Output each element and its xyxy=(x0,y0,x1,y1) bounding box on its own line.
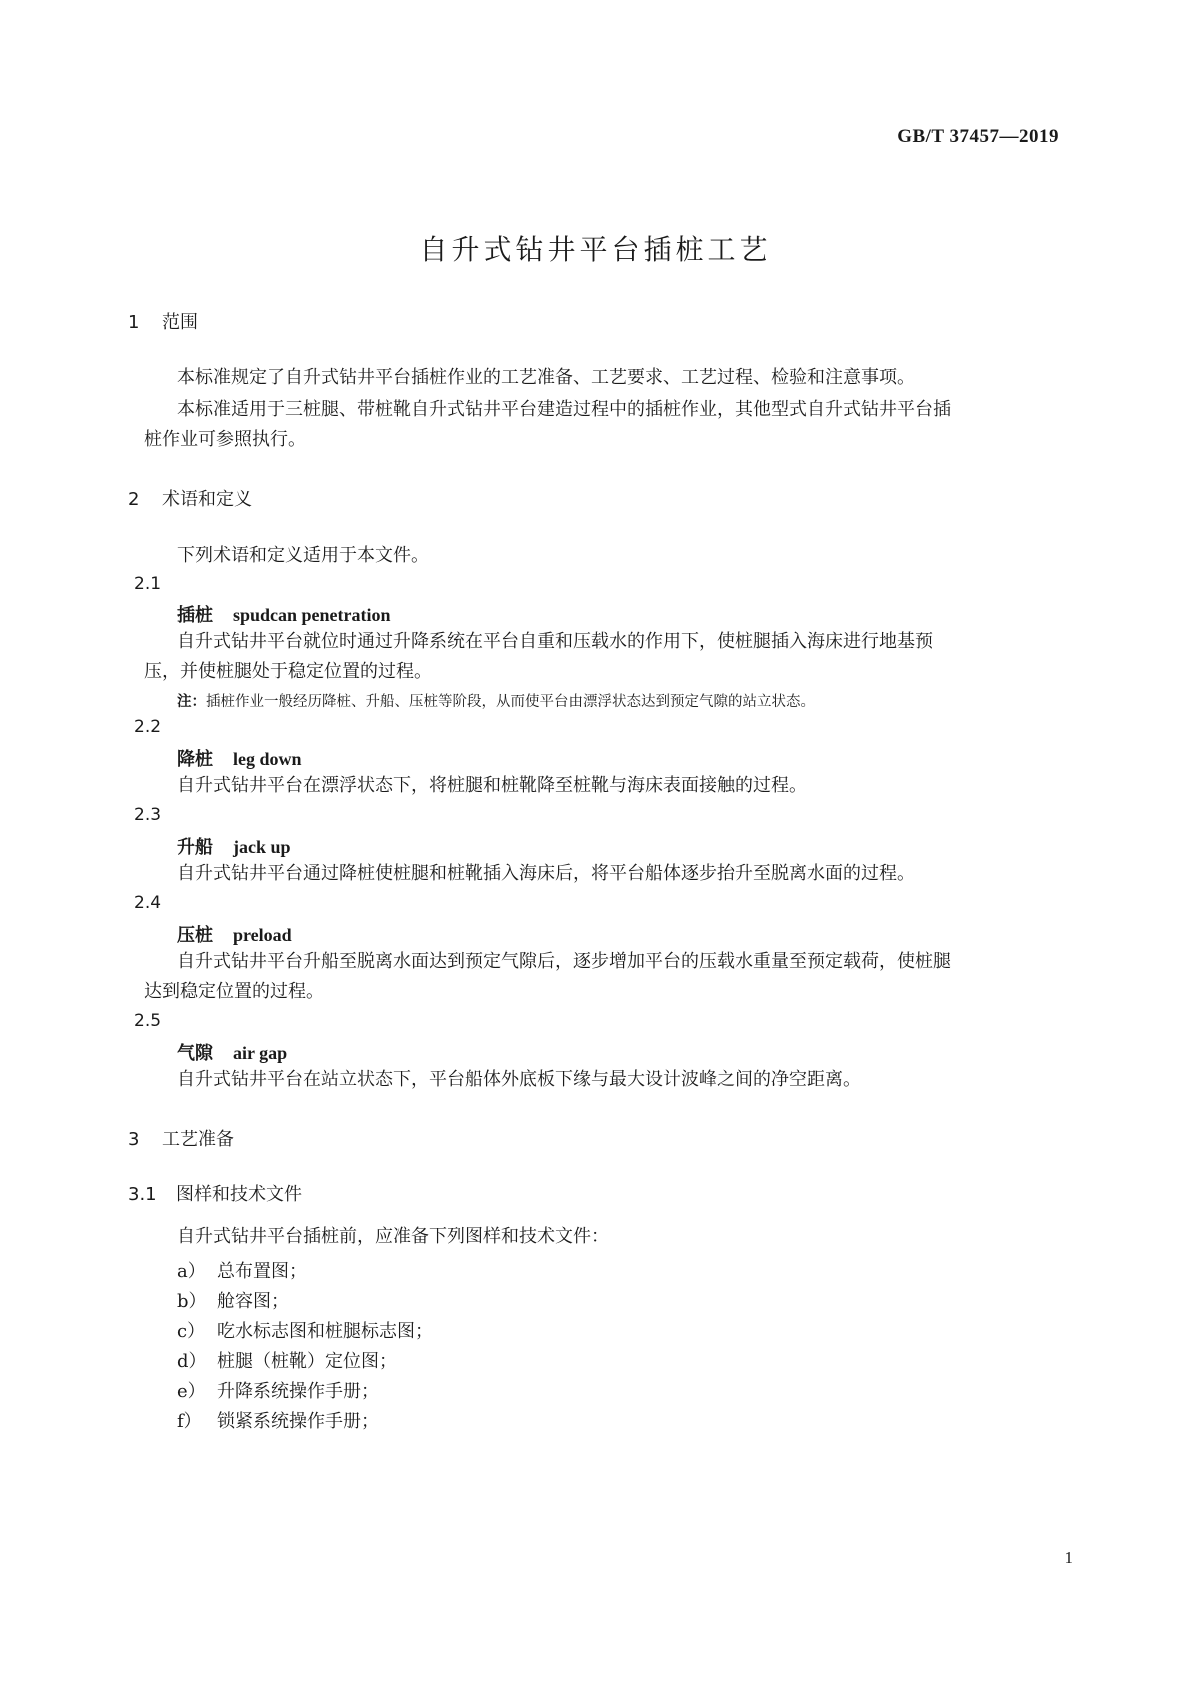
term-en: leg down xyxy=(233,749,302,769)
term-zh: 压桩 xyxy=(177,925,213,946)
standard-code: GB/T 37457—2019 xyxy=(897,126,1059,147)
list-marker: d） xyxy=(177,1351,207,1372)
term-definition-line-1: 自升式钻井平台在站立状态下，平台船体外底板下缘与最大设计波峰之间的净空距离。 xyxy=(177,1069,861,1090)
term-entry xyxy=(177,921,292,947)
list-text: 舱容图； xyxy=(217,1291,289,1312)
term-number: 2.2 xyxy=(134,717,162,737)
note-label: 注： xyxy=(177,694,206,710)
list-item xyxy=(177,1347,397,1373)
list-text: 升降系统操作手册； xyxy=(217,1381,379,1402)
list-marker: e） xyxy=(177,1381,206,1402)
section-title: 工艺准备 xyxy=(162,1129,234,1150)
list-marker: f） xyxy=(177,1411,202,1432)
term-definition-line-1: 自升式钻井平台通过降桩使桩腿和桩靴插入海床后，将平台船体逐步抬升至脱离水面的过程。 xyxy=(177,863,915,884)
list-text: 锁紧系统操作手册； xyxy=(217,1411,379,1432)
list-text: 吃水标志图和桩腿标志图； xyxy=(217,1321,433,1342)
term-number: 2.3 xyxy=(134,805,162,825)
term-number: 2.4 xyxy=(134,893,162,913)
term-en: preload xyxy=(233,925,292,945)
subsection-3-1-heading xyxy=(128,1180,302,1206)
section-title: 术语和定义 xyxy=(162,489,252,510)
subsection-title: 图样和技术文件 xyxy=(176,1184,302,1205)
term-zh: 升船 xyxy=(177,837,213,858)
term-en: jack up xyxy=(233,837,291,857)
term-number: 2.5 xyxy=(134,1011,162,1031)
term-entry xyxy=(177,833,291,859)
page-number: 1 xyxy=(1064,1548,1073,1567)
term-definition-line-2: 压，并使桩腿处于稳定位置的过程。 xyxy=(144,661,432,682)
section-1-heading xyxy=(128,308,198,334)
list-marker: c） xyxy=(177,1321,206,1342)
list-item xyxy=(177,1377,379,1403)
term-en: air gap xyxy=(233,1043,288,1063)
subsection-number: 3.1 xyxy=(128,1184,157,1205)
term-zh: 插桩 xyxy=(177,605,213,626)
term-definition-line-1: 自升式钻井平台升船至脱离水面达到预定气隙后，逐步增加平台的压载水重量至预定载荷，使桩腿 xyxy=(177,951,951,972)
list-marker: a） xyxy=(177,1261,206,1282)
list-item xyxy=(177,1287,289,1313)
list-item xyxy=(177,1257,307,1283)
scope-paragraph-1: 本标准规定了自升式钻井平台插桩作业的工艺准备、工艺要求、工艺过程、检验和注意事项。 xyxy=(177,367,915,388)
term-note xyxy=(177,690,815,711)
section-number: 1 xyxy=(128,312,140,333)
list-item xyxy=(177,1317,433,1343)
term-entry xyxy=(177,601,391,627)
documents-intro: 自升式钻井平台插桩前，应准备下列图样和技术文件： xyxy=(177,1226,609,1247)
scope-paragraph-2-line-1: 本标准适用于三桩腿、带桩靴自升式钻井平台建造过程中的插桩作业，其他型式自升式钻井平台插 xyxy=(177,399,951,420)
section-3-heading xyxy=(128,1125,234,1151)
term-number: 2.1 xyxy=(134,574,162,594)
term-entry xyxy=(177,745,302,771)
term-zh: 降桩 xyxy=(177,749,213,770)
terms-intro: 下列术语和定义适用于本文件。 xyxy=(177,545,429,566)
term-definition-line-2: 达到稳定位置的过程。 xyxy=(144,981,324,1002)
section-2-heading xyxy=(128,485,252,511)
list-item xyxy=(177,1407,379,1433)
section-number: 2 xyxy=(128,489,140,510)
scope-paragraph-2-line-2: 桩作业可参照执行。 xyxy=(144,429,306,450)
term-en: spudcan penetration xyxy=(233,605,391,625)
section-title: 范围 xyxy=(162,312,198,333)
term-definition-line-1: 自升式钻井平台就位时通过升降系统在平台自重和压载水的作用下，使桩腿插入海床进行地基预 xyxy=(177,631,933,652)
section-number: 3 xyxy=(128,1129,140,1150)
list-text: 桩腿（桩靴）定位图； xyxy=(217,1351,397,1372)
list-text: 总布置图； xyxy=(217,1261,307,1282)
note-text: 插桩作业一般经历降桩、升船、压桩等阶段，从而使平台由漂浮状态达到预定气隙的站立状态。 xyxy=(206,694,815,710)
term-definition-line-1: 自升式钻井平台在漂浮状态下，将桩腿和桩靴降至桩靴与海床表面接触的过程。 xyxy=(177,775,807,796)
list-marker: b） xyxy=(177,1291,207,1312)
document-title: 自升式钻井平台插桩工艺 xyxy=(419,233,772,266)
term-entry xyxy=(177,1039,287,1065)
term-zh: 气隙 xyxy=(177,1043,213,1064)
